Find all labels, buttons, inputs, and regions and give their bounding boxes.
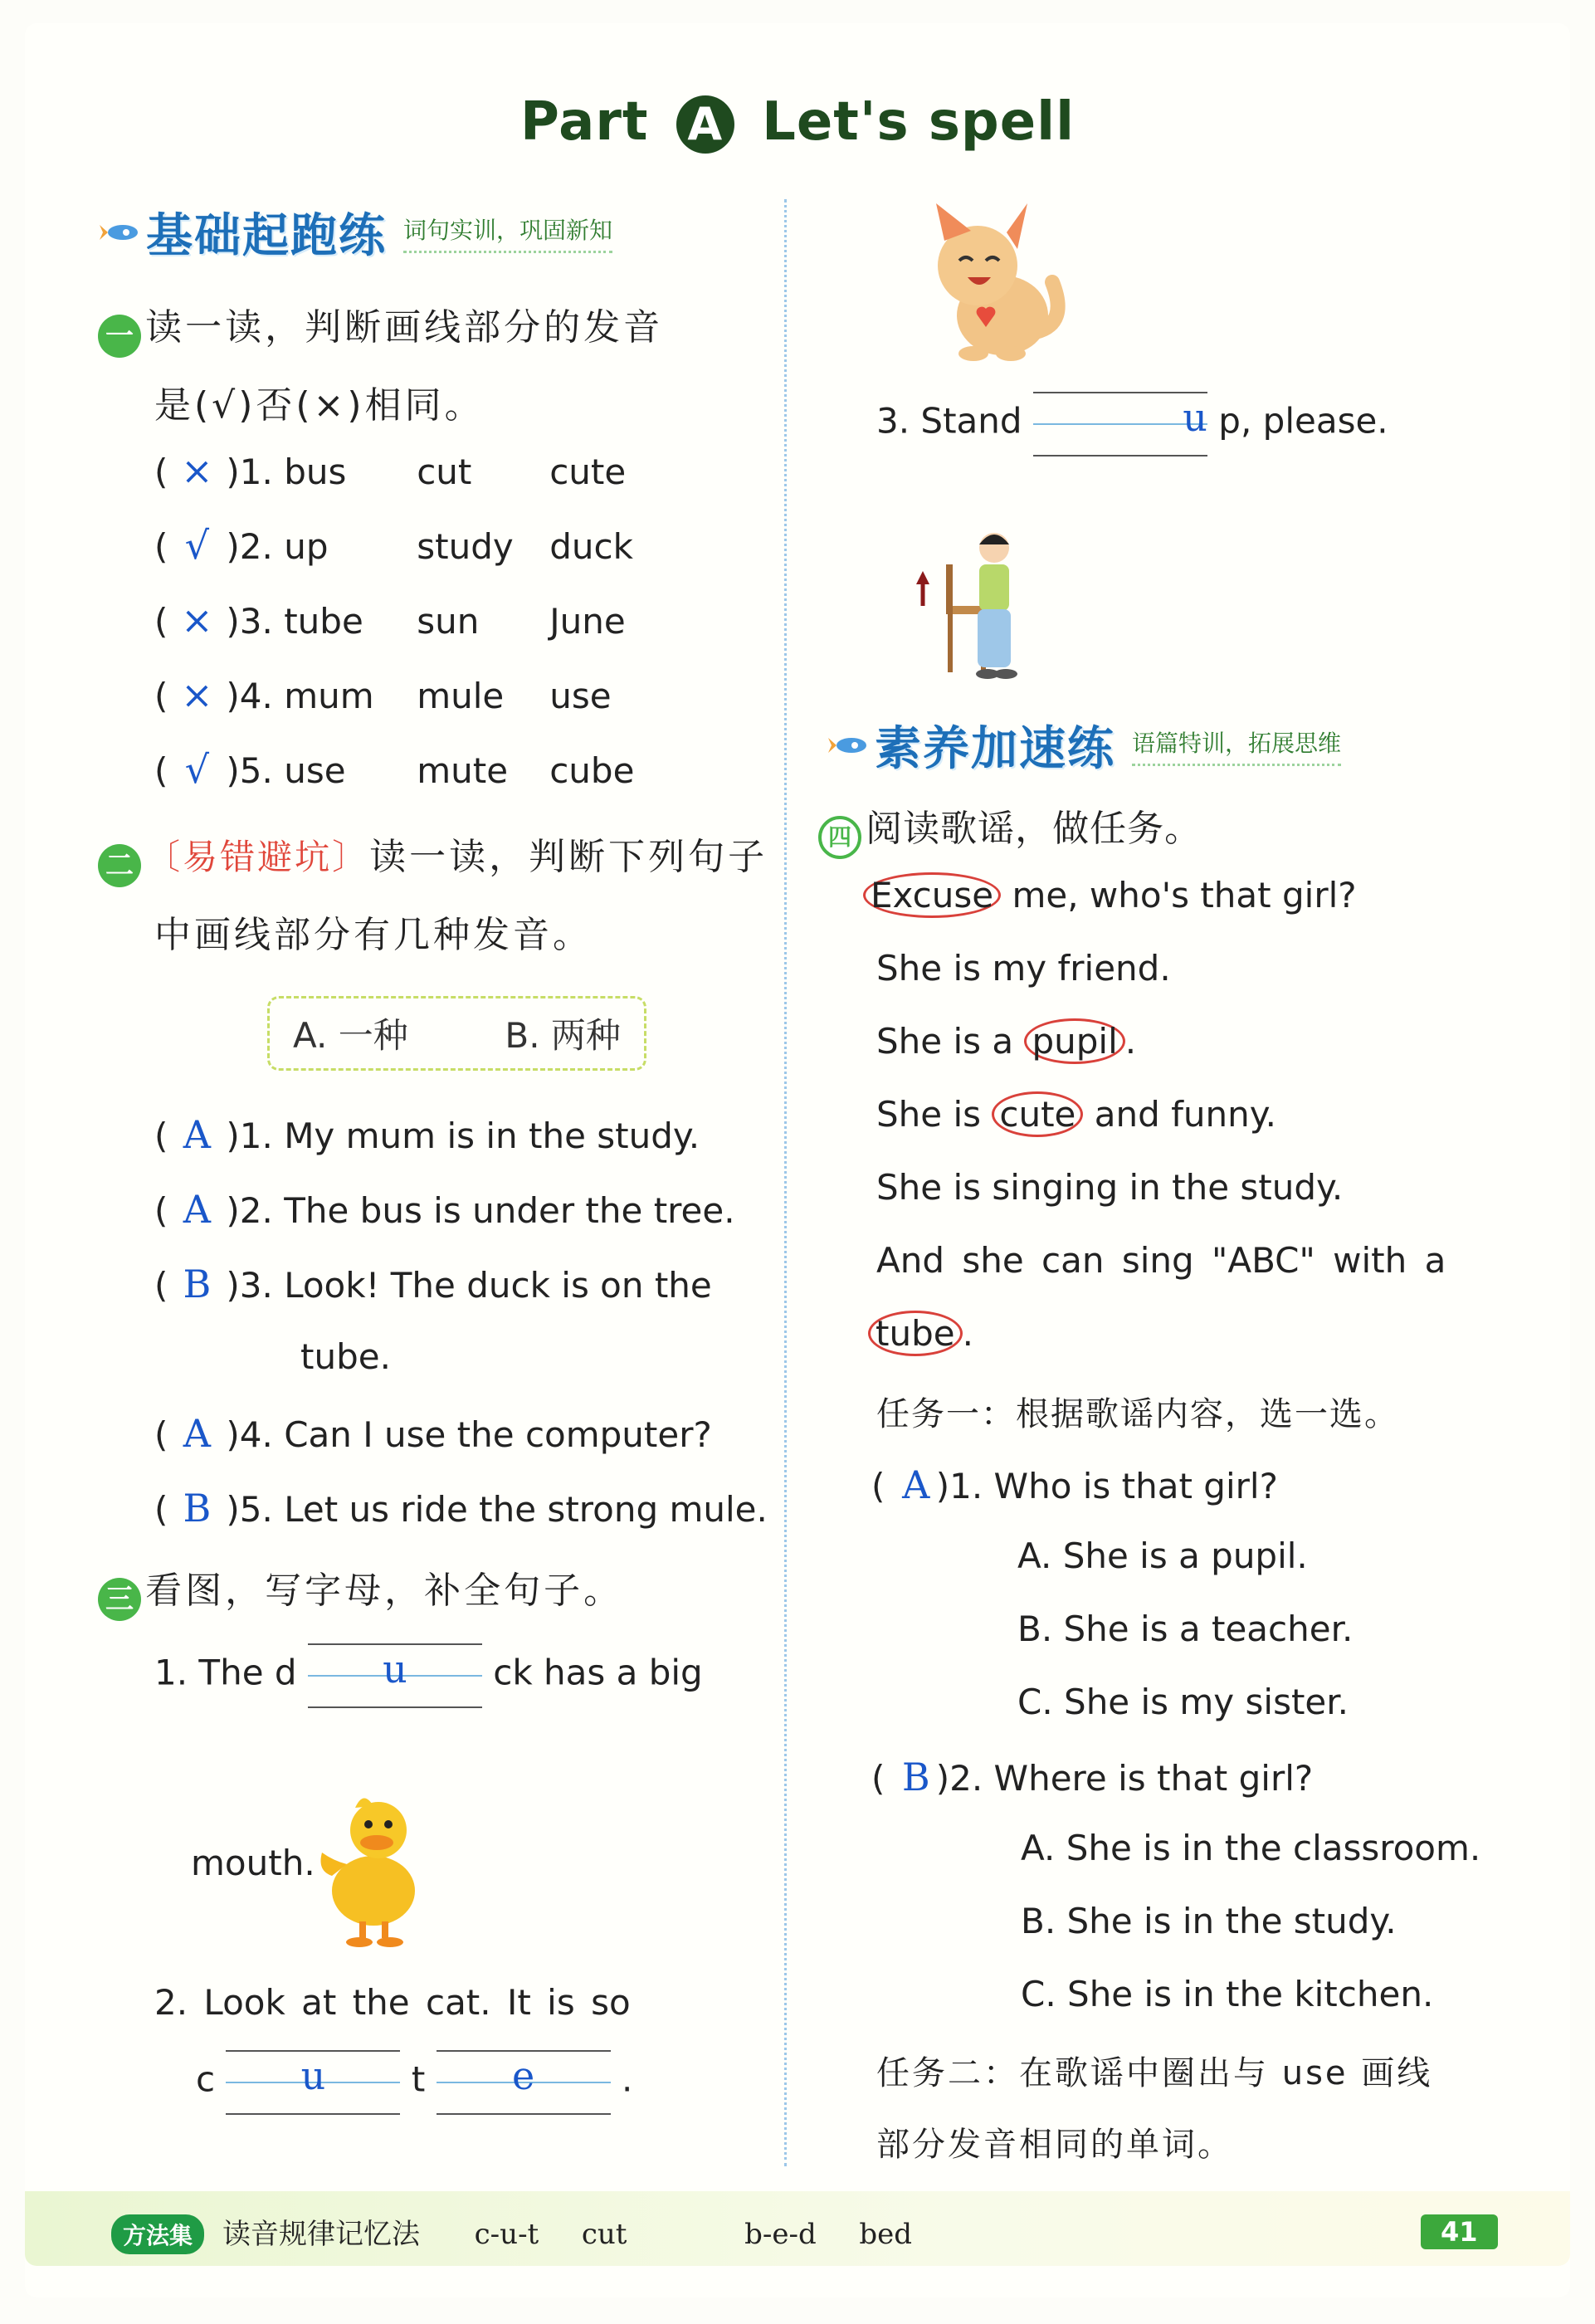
ex3-q1-prefix: 1. The d: [154, 1652, 297, 1693]
ex2-options-box: [267, 996, 646, 1071]
ex3-q2-line: 2. Look at the cat. It is so: [154, 1982, 631, 2023]
ex4-q1-option-c: C. She is my sister.: [1017, 1682, 1349, 1722]
ex3-q2-blank2[interactable]: [437, 2050, 611, 2113]
ex1-number: )4.: [226, 676, 273, 716]
ex1-answer[interactable]: √: [184, 747, 210, 792]
ex1-word2: study: [417, 526, 514, 567]
page-background: [25, 23, 1570, 2297]
footer-method: [111, 2211, 912, 2254]
poem-line-7-end: .: [962, 1313, 973, 1354]
ex2-badge: 二: [98, 844, 141, 887]
ex4-q2-answer[interactable]: B: [901, 1755, 930, 1799]
poem-circled-cute: cute: [992, 1091, 1083, 1137]
ex1-item: ( √ )5. use mute cube: [154, 747, 635, 792]
ex3-q3-answer: u: [1183, 395, 1207, 440]
section-basic-title: 基础起跑练: [146, 209, 387, 263]
ex4-q1-question: )1. Who is that girl?: [935, 1466, 1278, 1506]
poem-line-1: [863, 875, 1357, 915]
title-part: Part: [519, 91, 649, 153]
page-number-box: [1421, 2214, 1498, 2249]
section-basic-header: [98, 199, 612, 266]
ex3-q2-blank1[interactable]: [226, 2050, 400, 2113]
ex4-q1-option-a: A. She is a pupil.: [1017, 1536, 1308, 1576]
poem-line-7: [868, 1313, 973, 1354]
ex3-q3: [876, 392, 1388, 455]
poem-line-3: [876, 1021, 1136, 1062]
ex4-task1: 任务一：根据歌谣内容，选一选。: [876, 1395, 1399, 1433]
ex1-answer[interactable]: √: [184, 523, 210, 568]
ex4-instr: 阅读歌谣，做任务。: [866, 808, 1202, 850]
ex1-word3: cube: [549, 750, 635, 791]
ex2-instruction: [98, 827, 768, 887]
ex2-item: ( B )3. Look! The duck is on the: [154, 1262, 712, 1306]
poem-circled-tube: tube: [868, 1311, 963, 1356]
ex4-instruction: [818, 798, 1202, 859]
ex1-answer[interactable]: ×: [181, 672, 213, 717]
ex2-tag: 〔易错避坑〕: [145, 837, 370, 877]
ex2-answer[interactable]: B: [183, 1486, 212, 1531]
ex2-item: ( A )4. Can I use the computer?: [154, 1411, 712, 1456]
ex3-q1: [154, 1643, 703, 1706]
title-rest: Let's spell: [762, 91, 1076, 153]
ex1-number: )1.: [226, 452, 273, 492]
ex1-word3: duck: [549, 526, 633, 567]
footer-method-title: 读音规律记忆法: [222, 2218, 421, 2251]
ex2-instr-line2: 中画线部分有几种发音。: [154, 914, 593, 956]
poem-line-6: And she can sing "ABC" with a: [876, 1240, 1446, 1281]
ex3-q2-answer2: e: [512, 2053, 535, 2098]
poem-circled-pupil: pupil: [1024, 1018, 1124, 1064]
ex2-option-b: B. 两种: [505, 1015, 621, 1056]
ex2-sentence: )1. My mum is in the study.: [226, 1116, 700, 1156]
ex1-answer[interactable]: ×: [181, 448, 213, 493]
ex1-item: ( × )3. tube sun June: [154, 598, 626, 642]
ex1-word3: cute: [549, 452, 627, 492]
section-basic-subtitle: 词句实训，巩固新知: [403, 212, 612, 253]
ex2-sentence: )2. The bus is under the tree.: [226, 1190, 735, 1231]
ex1-word1: use: [284, 750, 346, 791]
poem-line-3-start: She is a: [876, 1021, 1025, 1062]
footer-example1-spelling: c-u-t: [474, 2218, 539, 2251]
ex3-q3-suffix: p, please.: [1218, 400, 1388, 442]
ex1-word3: use: [549, 676, 612, 716]
ex3-q2-letter-t: t: [411, 2058, 426, 2100]
title-letter-badge: A: [676, 95, 734, 154]
ex1-word1: mum: [284, 676, 374, 716]
ex3-q3-prefix: 3. Stand: [876, 400, 1022, 442]
ex1-word1: bus: [284, 452, 347, 492]
ex1-word1: tube: [284, 601, 363, 642]
page-title: [0, 91, 1595, 154]
ex2-option-a: A. 一种: [293, 1015, 408, 1056]
ex3-q3-blank[interactable]: [1033, 392, 1207, 455]
ex4-badge: 四: [818, 816, 861, 859]
ex3-instr: 看图，写字母，补全句子。: [145, 1570, 624, 1612]
ex3-q2-answer-line: [196, 2050, 632, 2113]
ex1-word1: up: [284, 526, 329, 567]
poem-line-4-start: She is: [876, 1094, 993, 1135]
ex2-answer[interactable]: A: [183, 1112, 211, 1157]
ex3-q1-suffix: ck has a big: [493, 1652, 703, 1693]
ex3-q2-answer1: u: [300, 2053, 326, 2098]
section-adv-subtitle: 语篇特训，拓展思维: [1132, 725, 1341, 766]
ex2-sentence: )5. Let us ride the strong mule.: [226, 1489, 768, 1530]
ex3-q2-period: .: [622, 2058, 633, 2100]
poem-line-4-end: and funny.: [1083, 1094, 1276, 1135]
section-adv-header: [827, 712, 1341, 779]
ex1-word2: mute: [417, 750, 509, 791]
ex2-sentence: )4. Can I use the computer?: [226, 1414, 712, 1455]
ex4-q2-option-c: C. She is in the kitchen.: [1021, 1974, 1434, 2014]
ex4-q2: ( B )2. Where is that girl?: [871, 1755, 1314, 1799]
poem-line-2: She is my friend.: [876, 948, 1171, 989]
ex3-q1-answer: u: [383, 1647, 407, 1692]
ex4-q1-answer[interactable]: A: [902, 1462, 930, 1507]
ex4-task2-line1: 任务二：在歌谣中圈出与 use 画线: [876, 2054, 1433, 2092]
ex3-q1-blank[interactable]: [308, 1643, 482, 1706]
ex1-answer[interactable]: ×: [181, 598, 213, 642]
ex4-task2-line2: 部分发音相同的单词。: [876, 2126, 1233, 2164]
ex1-item: ( × )4. mum mule use: [154, 672, 612, 717]
ex3-badge: 三: [98, 1578, 141, 1621]
ex1-word2: cut: [417, 452, 472, 492]
poem-line-1-rest: me, who's that girl?: [1001, 875, 1357, 915]
ex1-item: ( √ )2. up study duck: [154, 523, 633, 568]
ex2-answer[interactable]: A: [183, 1187, 211, 1232]
ex1-number: )2.: [226, 526, 273, 567]
page-number: 41: [1421, 2214, 1498, 2249]
section-adv-title: 素养加速练: [875, 722, 1115, 776]
poem-line-3-end: .: [1124, 1021, 1137, 1062]
poem-line-4: [876, 1094, 1276, 1135]
rocket-icon: [98, 217, 139, 248]
ex1-item: ( × )1. bus cut cute: [154, 448, 627, 493]
ex2-item: ( A )1. My mum is in the study.: [154, 1112, 700, 1157]
ex2-item3-continuation: tube.: [300, 1336, 391, 1377]
column-divider: [784, 199, 787, 2166]
ex1-instr-line2: 是(√)否(×)相同。: [154, 384, 485, 427]
ex2-answer[interactable]: A: [183, 1411, 211, 1456]
cat-illustration: [911, 199, 1069, 365]
ex4-q1: ( A )1. Who is that girl?: [871, 1462, 1278, 1507]
ex4-q2-question: )2. Where is that girl?: [935, 1758, 1314, 1799]
footer-example2-spelling: b-e-d: [744, 2218, 817, 2251]
footer-example1-word: cut: [581, 2218, 627, 2251]
ex2-item: ( A )2. The bus is under the tree.: [154, 1187, 735, 1232]
ex1-badge: 一: [98, 315, 141, 358]
ex4-q2-option-a: A. She is in the classroom.: [1021, 1828, 1481, 1868]
ex1-word2: sun: [417, 601, 480, 642]
ex1-instruction: [98, 297, 663, 358]
rocket-icon: [827, 730, 868, 761]
footer-example2-word: bed: [859, 2218, 913, 2251]
ex3-q2-letter-c: c: [196, 2058, 216, 2100]
ex2-answer[interactable]: B: [183, 1262, 212, 1306]
ex4-q2-option-b: B. She is in the study.: [1021, 1901, 1397, 1941]
ex1-instr-line1: 读一读，判断画线部分的发音: [145, 306, 664, 349]
ex1-word2: mule: [417, 676, 505, 716]
ex1-number: )5.: [226, 750, 273, 791]
ex4-q1-option-b: B. She is a teacher.: [1017, 1609, 1354, 1649]
duck-illustration: [314, 1784, 430, 1950]
boy-standing-illustration: [913, 523, 1037, 689]
ex3-q1-continuation: mouth.: [191, 1843, 315, 1883]
poem-circled-excuse: Excuse: [863, 872, 1001, 918]
poem-line-5: She is singing in the study.: [876, 1167, 1344, 1208]
ex2-item: ( B )5. Let us ride the strong mule.: [154, 1486, 768, 1531]
ex1-word3: June: [549, 601, 626, 642]
footer-badge: 方法集: [111, 2214, 204, 2254]
ex1-number: )3.: [226, 601, 273, 642]
ex2-sentence: )3. Look! The duck is on the: [226, 1265, 712, 1306]
ex3-instruction: [98, 1560, 623, 1621]
ex2-instr-line1: 读一读，判断下列句子: [369, 836, 768, 878]
